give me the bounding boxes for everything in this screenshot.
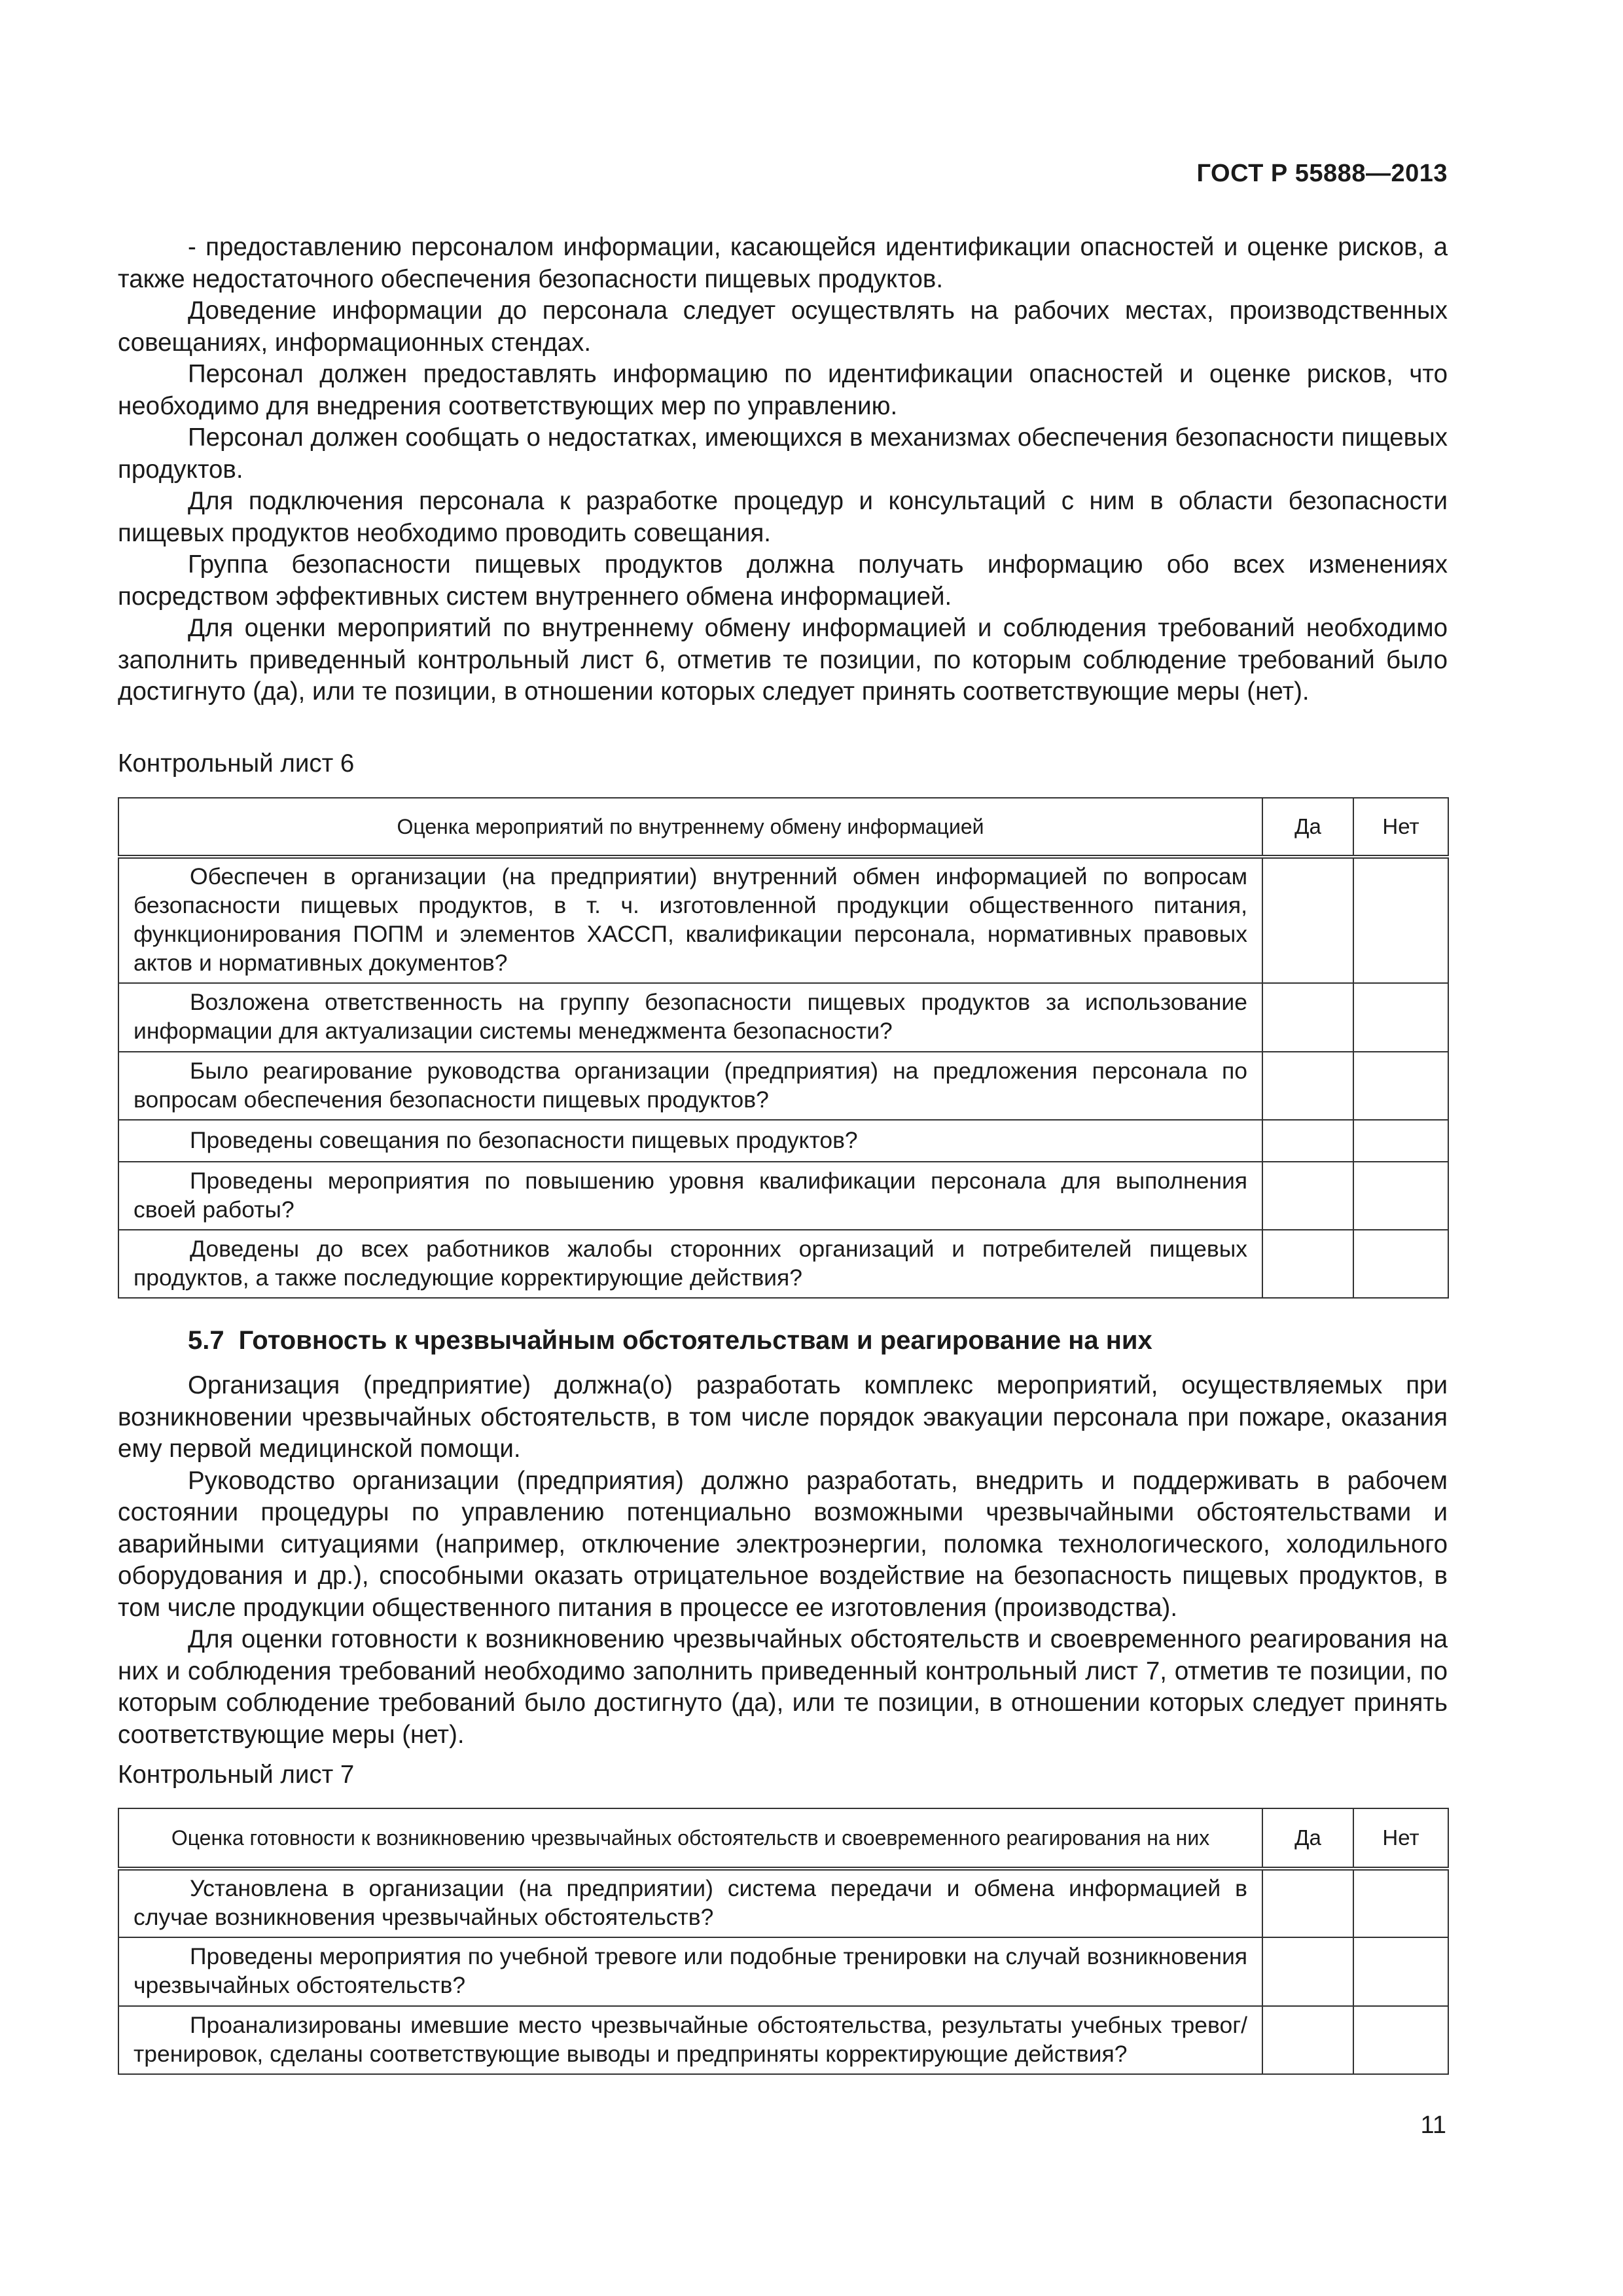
- checklist-7-table: [118, 1808, 1449, 2075]
- section-5-7-text: [118, 1370, 1448, 1751]
- yes-checkbox-cell[interactable]: [1262, 1937, 1353, 2006]
- question-cell: Обеспечен в организации (на предприятии) внутренний обмен информацией по вопросам безопасности пищевых продуктов, в т. ч. изготовленной продукции общественного питания, функционирования ПОПМ и элементов ХАССП, квалификации персонала, нормативных правовых актов и нормативных документов?: [118, 857, 1262, 983]
- no-checkbox-cell[interactable]: [1353, 1230, 1448, 1298]
- yes-checkbox-cell[interactable]: [1262, 1120, 1353, 1162]
- question-cell: Проанализированы имевшие место чрезвычайные обстоятельства, результаты учебных тревог/тренировок, сделаны соответствующие выводы и предприняты корректирующие действия?: [118, 2006, 1262, 2074]
- table-row: [118, 1869, 1448, 1937]
- no-checkbox-cell[interactable]: [1353, 1162, 1448, 1230]
- table-row: [118, 1937, 1448, 2006]
- no-checkbox-cell[interactable]: [1353, 857, 1448, 983]
- table-row: [118, 1230, 1448, 1298]
- yes-checkbox-cell[interactable]: [1262, 1162, 1353, 1230]
- checklist-6-table: [118, 797, 1449, 1299]
- question-cell: Проведены мероприятия по повышению уровня квалификации персонала для выполнения своей работы?: [118, 1162, 1262, 1230]
- table-row: [118, 857, 1448, 983]
- yes-checkbox-cell[interactable]: [1262, 983, 1353, 1052]
- yes-checkbox-cell[interactable]: [1262, 1869, 1353, 1937]
- paragraph: - предоставлению персоналом информации, касающейся идентификации опасностей и оценке рисков, а также недостаточного обеспечения безопасности пищевых продуктов.: [118, 233, 1448, 293]
- yes-column-header: Да: [1262, 1808, 1353, 1869]
- no-checkbox-cell[interactable]: [1353, 2006, 1448, 2074]
- paragraph: Группа безопасности пищевых продуктов должна получать информацию обо всех изменениях посредством эффективных систем внутреннего обмена информацией.: [118, 550, 1448, 611]
- paragraph: Руководство организации (предприятия) должно разработать, внедрить и поддерживать в рабочем состоянии процедуры по управлению потенциально возможными чрезвычайными обстоятельствами и аварийными ситуациями (например, отключение электроэнергии, поломка технологического, холодильного оборудования и др.), способными оказать отрицательное воздействие на безопасность пищевых продуктов, в том числе продукции общественного питания в процессе ее изготовления (производства).: [118, 1466, 1448, 1622]
- section-number: 5.7: [188, 1326, 224, 1355]
- yes-checkbox-cell[interactable]: [1262, 1052, 1353, 1120]
- standard-designation: ГОСТ Р 55888—2013: [1196, 160, 1448, 187]
- question-column-header: Оценка готовности к возникновению чрезвычайных обстоятельств и своевременного реагирования на них: [118, 1808, 1262, 1869]
- yes-checkbox-cell[interactable]: [1262, 2006, 1353, 2074]
- paragraph: Персонал должен сообщать о недостатках, имеющихся в механизмах обеспечения безопасности пищевых продуктов.: [118, 423, 1448, 484]
- table-row: [118, 1162, 1448, 1230]
- no-checkbox-cell[interactable]: [1353, 1052, 1448, 1120]
- yes-column-header: Да: [1262, 798, 1353, 857]
- table-row: [118, 983, 1448, 1052]
- paragraph: Доведение информации до персонала следует осуществлять на рабочих местах, производственных совещаниях, информационных стендах.: [118, 296, 1448, 357]
- yes-checkbox-cell[interactable]: [1262, 1230, 1353, 1298]
- paragraph: Для подключения персонала к разработке процедур и консультаций с ним в области безопасности пищевых продуктов необходимо проводить совещания.: [118, 487, 1448, 547]
- no-checkbox-cell[interactable]: [1353, 1869, 1448, 1937]
- table-header-row: [118, 1808, 1448, 1869]
- intro-text: [118, 232, 1448, 708]
- checklist-6-caption: Контрольный лист 6: [118, 749, 355, 778]
- no-checkbox-cell[interactable]: [1353, 1120, 1448, 1162]
- paragraph: Организация (предприятие) должна(о) разработать комплекс мероприятий, осуществляемых при возникновении чрезвычайных обстоятельств, в том числе порядок эвакуации персонала при пожаре, оказания ему первой медицинской помощи.: [118, 1371, 1448, 1463]
- no-column-header: Нет: [1353, 1808, 1448, 1869]
- no-checkbox-cell[interactable]: [1353, 1937, 1448, 2006]
- question-cell: Было реагирование руководства организации (предприятия) на предложения персонала по вопросам обеспечения безопасности пищевых продуктов?: [118, 1052, 1262, 1120]
- paragraph: Для оценки готовности к возникновению чрезвычайных обстоятельств и своевременного реагирования на них и соблюдения требований необходимо заполнить приведенный контрольный лист 7, отметив те позиции, по которым соблюдение требований было достигнуто (да), или те позиции, в отношении которых следует принять соответствующие меры (нет).: [118, 1625, 1448, 1749]
- table-header-row: [118, 798, 1448, 857]
- question-cell: Доведены до всех работников жалобы сторонних организаций и потребителей пищевых продуктов, а также последующие корректирующие действия?: [118, 1230, 1262, 1298]
- table-row: [118, 1120, 1448, 1162]
- table-row: [118, 1052, 1448, 1120]
- section-5-7-heading: [188, 1325, 1152, 1356]
- question-cell: Установлена в организации (на предприятии) система передачи и обмена информацией в случае возникновения чрезвычайных обстоятельств?: [118, 1869, 1262, 1937]
- paragraph: Для оценки мероприятий по внутреннему обмену информацией и соблюдения требований необходимо заполнить приведенный контрольный лист 6, отметив те позиции, по которым соблюдение требований было достигнуто (да), или те позиции, в отношении которых следует принять соответствующие меры (нет).: [118, 614, 1448, 706]
- paragraph: Персонал должен предоставлять информацию по идентификации опасностей и оценке рисков, что необходимо для внедрения соответствующих мер по управлению.: [118, 360, 1448, 420]
- checklist-7-caption: Контрольный лист 7: [118, 1761, 355, 1789]
- section-title: Готовность к чрезвычайным обстоятельствам и реагирование на них: [238, 1326, 1152, 1355]
- question-cell: Проведены совещания по безопасности пищевых продуктов?: [118, 1120, 1262, 1162]
- page-number: 11: [1420, 2111, 1446, 2139]
- table-row: [118, 2006, 1448, 2074]
- question-cell: Проведены мероприятия по учебной тревоге или подобные тренировки на случай возникновения чрезвычайных обстоятельств?: [118, 1937, 1262, 2006]
- no-checkbox-cell[interactable]: [1353, 983, 1448, 1052]
- question-column-header: Оценка мероприятий по внутреннему обмену информацией: [118, 798, 1262, 857]
- no-column-header: Нет: [1353, 798, 1448, 857]
- yes-checkbox-cell[interactable]: [1262, 857, 1353, 983]
- question-cell: Возложена ответственность на группу безопасности пищевых продуктов за использование информации для актуализации системы менеджмента безопасности?: [118, 983, 1262, 1052]
